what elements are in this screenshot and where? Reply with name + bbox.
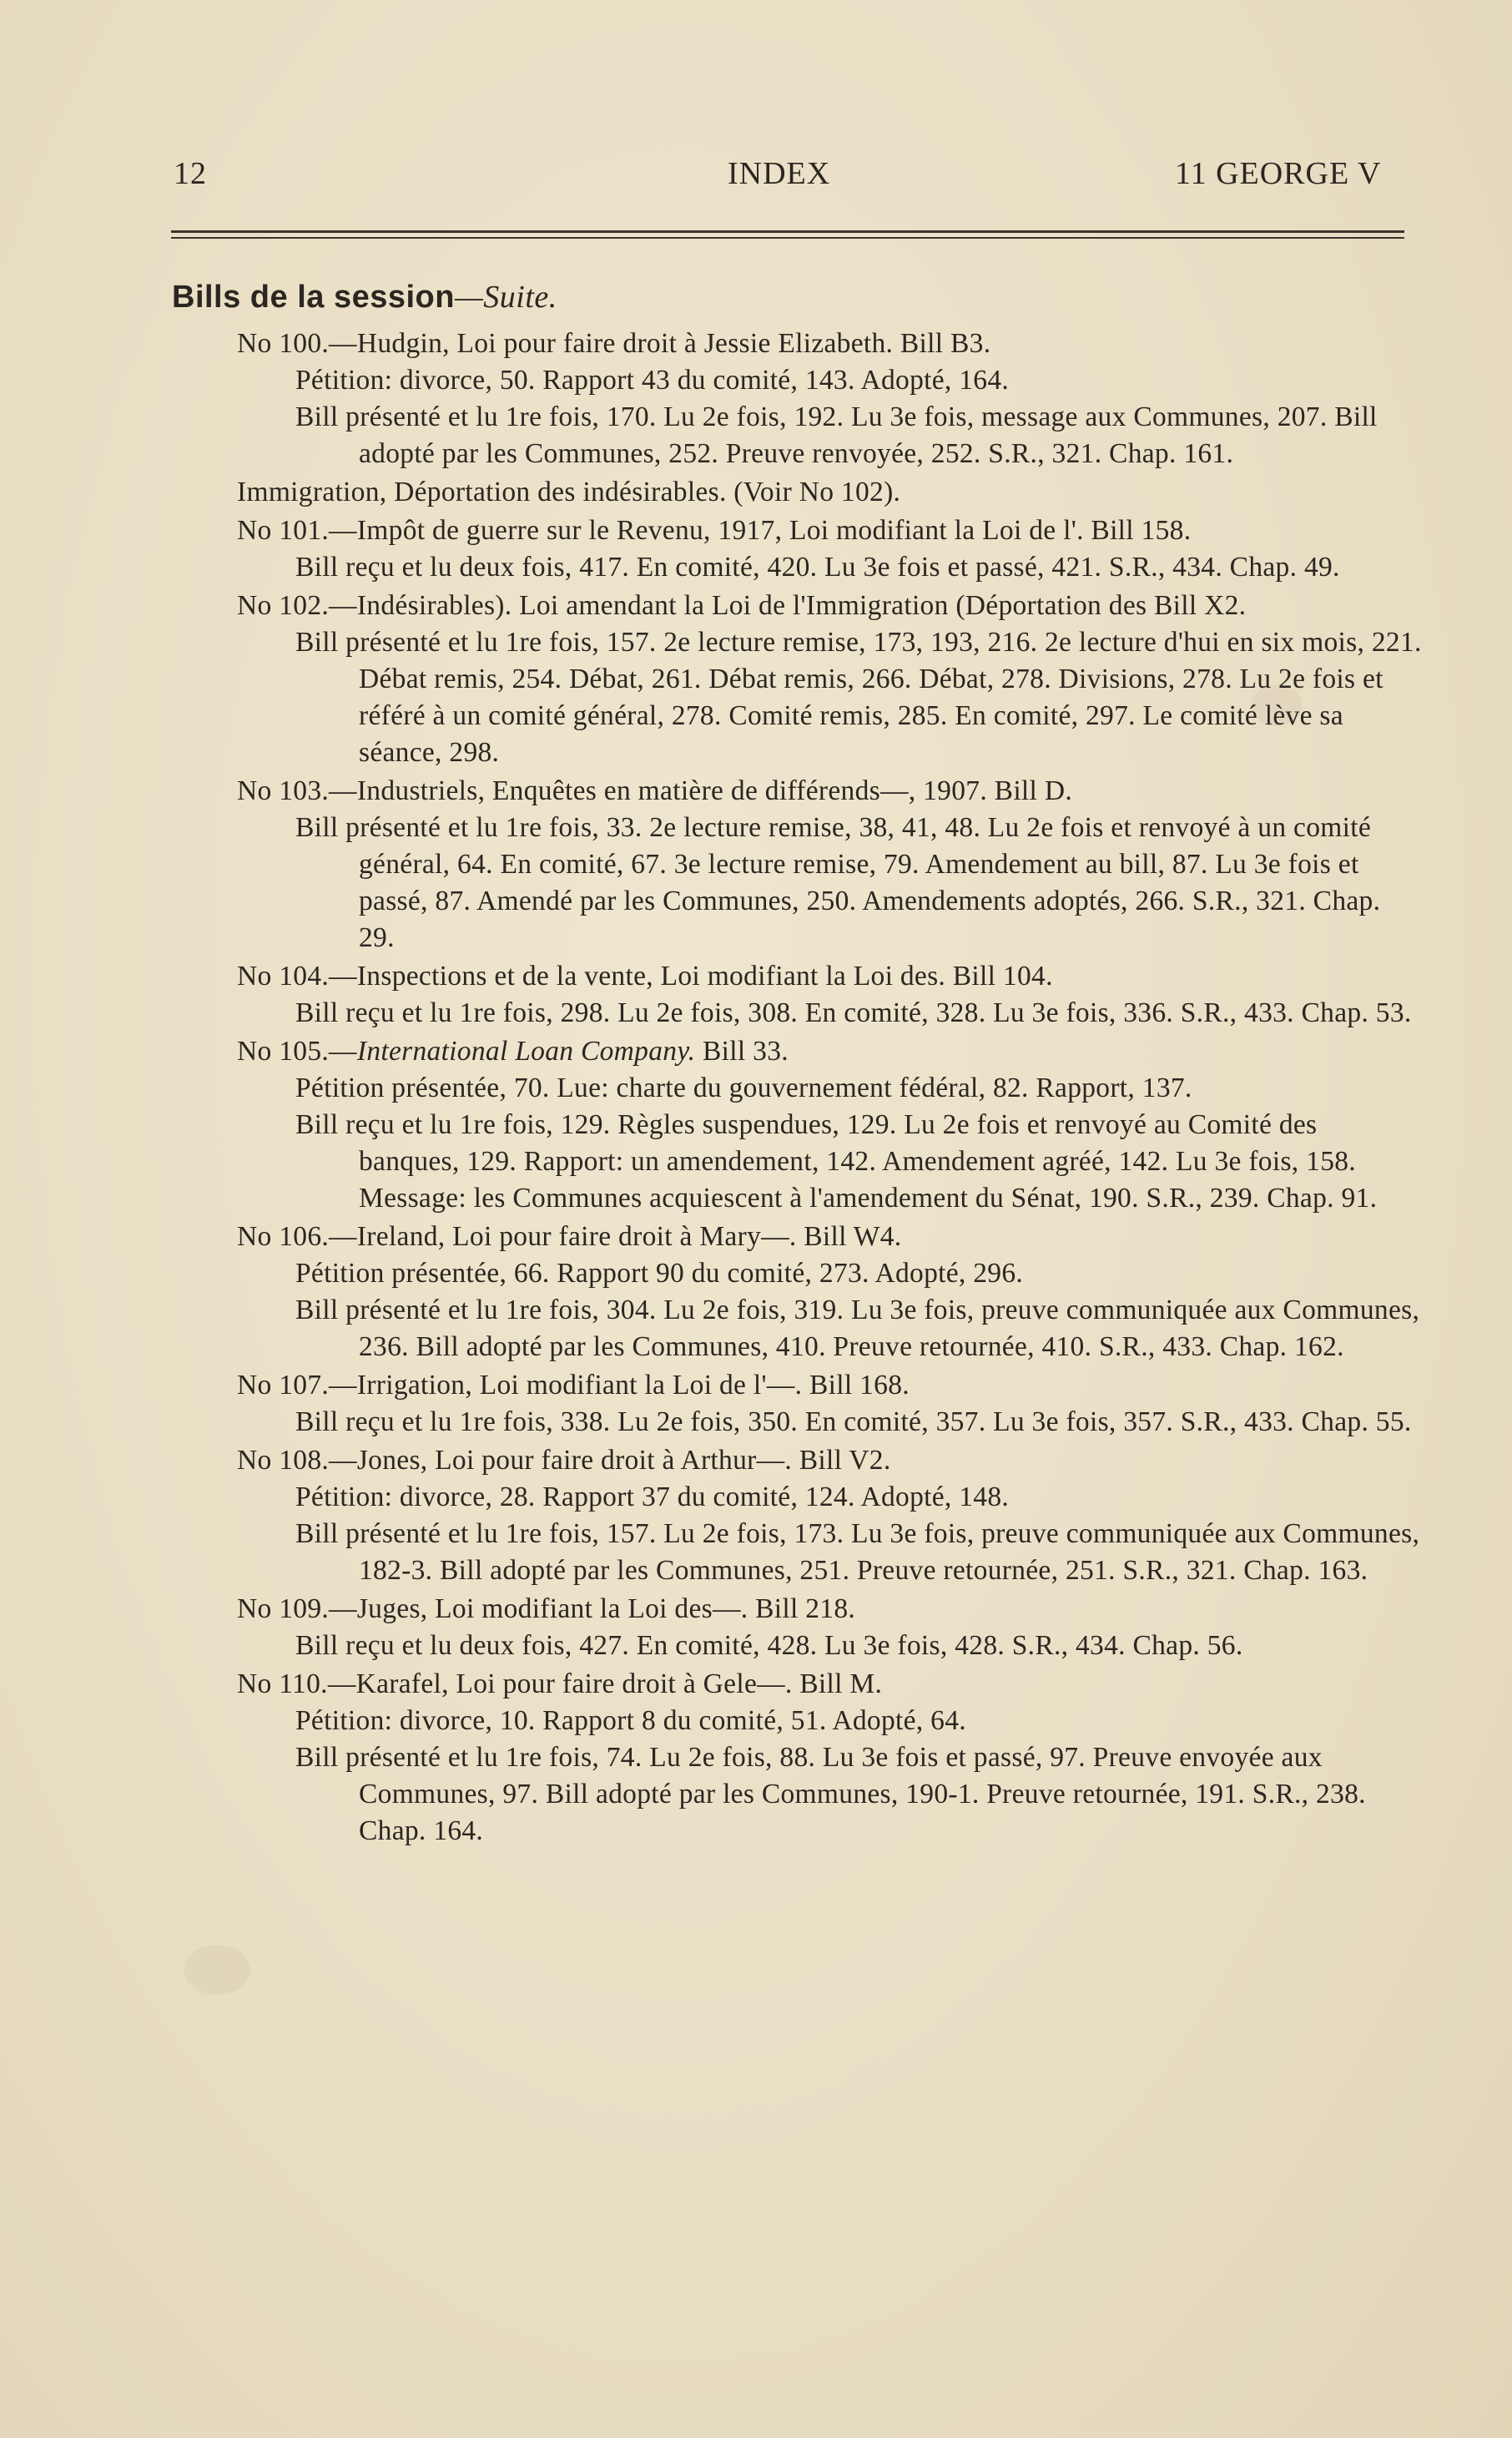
index-entry xyxy=(237,1033,1422,1217)
bill-title: —Impôt de guerre sur le Revenu, 1917, Loi modifiant la Loi de l'. Bill 158. xyxy=(329,515,1192,546)
entry-detail: Bill reçu et lu 1re fois, 129. Règles suspendues, 129. Lu 2e fois et renvoyé au Comité des banques, 129. Rapport: un amendement, 142. Amendement agréé, 142. Lu 3e fois, 158. Message: les Communes acquiescent à l'amendement du Sénat, 190. S.R., 239. Chap. 91. xyxy=(295,1109,1378,1214)
bill-number: No 103. xyxy=(237,775,330,806)
bill-title: —Inspections et de la vente, Loi modifiant la Loi des. Bill 104. xyxy=(329,961,1053,992)
entry-heading xyxy=(237,1367,1422,1404)
bill-title: —Indésirables). Loi amendant la Loi de l'Immigration (Déportation des Bill X2. xyxy=(329,590,1247,621)
index-entry xyxy=(237,326,1422,472)
bill-number: No 104. xyxy=(237,961,330,992)
entry-detail: Bill présenté et lu 1re fois, 33. 2e lecture remise, 38, 41, 48. Lu 2e fois et renvoyé à un comité général, 64. En comité, 67. 3e lecture remise, 79. Amendement au bill, 87. Lu 3e fois et passé, 87. Amendé par les Communes, 250. Amendements adoptés, 266. S.R., 321. Chap. 29. xyxy=(295,812,1381,953)
entry-heading xyxy=(237,512,1422,549)
bill-number: No 110. xyxy=(237,1668,328,1699)
bill-title-italic: International Loan Company. xyxy=(356,1036,696,1067)
bill-title: —Juges, Loi modifiant la Loi des—. Bill 218. xyxy=(329,1593,856,1624)
bill-number: No 106. xyxy=(237,1221,330,1252)
page-number: 12 xyxy=(174,156,207,191)
running-title: INDEX xyxy=(728,156,831,191)
session-label: 11 GEORGE V xyxy=(1175,156,1382,191)
bill-number: No 107. xyxy=(237,1370,330,1401)
entry-detail: Bill présenté et lu 1re fois, 170. Lu 2e fois, 192. Lu 3e fois, message aux Communes, 207. Bill adopté par les Communes, 252. Preuve renvoyée, 252. S.R., 321. Chap. 161. xyxy=(295,401,1378,469)
index-entry xyxy=(237,1219,1422,1365)
bill-title: —Jones, Loi pour faire droit à Arthur—. Bill V2. xyxy=(329,1445,891,1476)
bill-title: —Hudgin, Loi pour faire droit à Jessie Elizabeth. Bill B3. xyxy=(329,328,991,359)
bill-title: —Karafel, Loi pour faire droit à Gele—. Bill M. xyxy=(327,1668,883,1699)
index-entry xyxy=(237,1666,1422,1850)
entry-detail: Bill reçu et lu 1re fois, 298. Lu 2e fois, 308. En comité, 328. Lu 3e fois, 336. S.R., 433. Chap. 53. xyxy=(295,997,1412,1028)
entry-detail: Bill présenté et lu 1re fois, 157. 2e lecture remise, 173, 193, 216. 2e lecture d'hui en six mois, 221. Débat remis, 254. Débat, 261. Débat remis, 266. Débat, 278. Divisions, 278. Lu 2e fois et référé à un comité général, 278. Comité remis, 285. En comité, 297. Le comité lève sa séance, 298. xyxy=(295,627,1422,768)
section-title: Bills de la session xyxy=(172,280,455,315)
bill-title: — xyxy=(329,1036,357,1067)
bill-number: No 109. xyxy=(237,1593,330,1624)
index-entry xyxy=(237,1442,1422,1589)
index-entry xyxy=(237,512,1422,586)
index-entry xyxy=(237,474,1422,511)
bill-title: —Irrigation, Loi modifiant la Loi de l'—. Bill 168. xyxy=(329,1370,910,1401)
section-continued: —Suite. xyxy=(454,280,557,315)
cross-reference: Immigration, Déportation des indésirables. (Voir No 102). xyxy=(237,477,901,507)
bill-title-suffix: Bill 33. xyxy=(695,1036,789,1067)
entry-heading xyxy=(237,1442,1422,1479)
index-entry xyxy=(237,958,1422,1032)
bill-number: No 102. xyxy=(237,590,330,621)
index-entry xyxy=(237,1591,1422,1664)
entry-detail: Bill reçu et lu 1re fois, 338. Lu 2e fois, 350. En comité, 357. Lu 3e fois, 357. S.R., 433. Chap. 55. xyxy=(295,1406,1412,1437)
index-entries xyxy=(237,326,1422,1851)
bill-number: No 105. xyxy=(237,1036,330,1067)
entry-heading xyxy=(237,1591,1422,1628)
bill-number: No 100. xyxy=(237,328,330,359)
entry-heading xyxy=(237,773,1422,810)
entry-detail: Pétition: divorce, 10. Rapport 8 du comité, 51. Adopté, 64. xyxy=(295,1705,966,1736)
paper-stain xyxy=(184,1945,250,1995)
entry-detail: Pétition: divorce, 28. Rapport 37 du comité, 124. Adopté, 148. xyxy=(295,1481,1010,1512)
index-entry xyxy=(237,588,1422,771)
bill-number: No 101. xyxy=(237,515,330,546)
entry-detail: Bill reçu et lu deux fois, 427. En comité, 428. Lu 3e fois, 428. S.R., 434. Chap. 56. xyxy=(295,1630,1243,1661)
bill-title: —Ireland, Loi pour faire droit à Mary—. Bill W4. xyxy=(329,1221,902,1252)
entry-detail: Pétition présentée, 70. Lue: charte du gouvernement fédéral, 82. Rapport, 137. xyxy=(295,1073,1192,1103)
section-heading xyxy=(172,279,557,315)
entry-detail: Pétition présentée, 66. Rapport 90 du comité, 273. Adopté, 296. xyxy=(295,1258,1024,1289)
entry-heading xyxy=(237,326,1422,362)
header-rule-thick xyxy=(171,230,1404,233)
entry-heading xyxy=(237,1666,1422,1703)
header-rule-thin xyxy=(171,237,1404,239)
entry-detail: Bill présenté et lu 1re fois, 74. Lu 2e fois, 88. Lu 3e fois et passé, 97. Preuve envoyée aux Communes, 97. Bill adopté par les Communes, 190-1. Preuve retournée, 191. S.R., 238. Chap. 164. xyxy=(295,1742,1366,1846)
bill-number: No 108. xyxy=(237,1445,330,1476)
entry-heading xyxy=(237,1219,1422,1255)
entry-heading xyxy=(237,588,1422,624)
entry-detail: Bill présenté et lu 1re fois, 157. Lu 2e fois, 173. Lu 3e fois, preuve communiquée aux Communes, 182-3. Bill adopté par les Communes, 251. Preuve retournée, 251. S.R., 321. Chap. 163. xyxy=(295,1518,1420,1586)
bill-title: —Industriels, Enquêtes en matière de différends—, 1907. Bill D. xyxy=(329,775,1072,806)
index-entry xyxy=(237,1367,1422,1441)
entry-detail: Bill reçu et lu deux fois, 417. En comité, 420. Lu 3e fois et passé, 421. S.R., 434. Chap. 49. xyxy=(295,552,1340,583)
entry-heading xyxy=(237,958,1422,995)
entry-detail: Pétition: divorce, 50. Rapport 43 du comité, 143. Adopté, 164. xyxy=(295,365,1010,396)
index-entry xyxy=(237,773,1422,957)
entry-detail: Bill présenté et lu 1re fois, 304. Lu 2e fois, 319. Lu 3e fois, preuve communiquée aux Communes, 236. Bill adopté par les Communes, 410. Preuve retournée, 410. S.R., 433. Chap. 162. xyxy=(295,1295,1420,1362)
entry-heading xyxy=(237,1033,1422,1070)
